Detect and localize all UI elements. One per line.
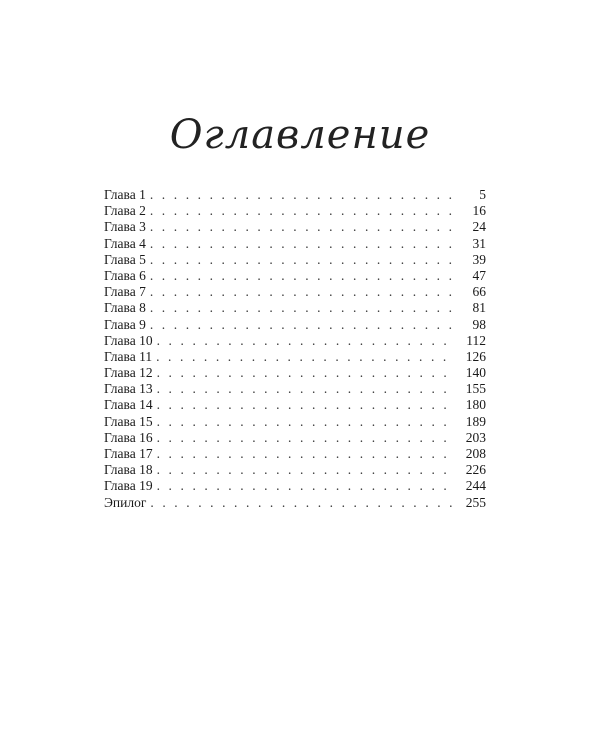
toc-dot-leader (157, 462, 454, 478)
toc-entry-page-number: 81 (472, 300, 486, 316)
toc-entry (104, 252, 486, 268)
toc-entry-label: Глава 1 (104, 187, 146, 202)
toc-entry (104, 397, 486, 413)
toc-dot-leader (157, 381, 454, 397)
toc-entry-page-number: 66 (472, 284, 486, 300)
toc-dot-leader (157, 446, 454, 462)
toc-entry (104, 333, 486, 349)
toc-entry-label: Эпилог (104, 494, 147, 510)
toc-entry-label: Глава 4 (104, 235, 146, 251)
toc-entry (104, 414, 486, 430)
toc-entry-page-number: 155 (465, 381, 486, 397)
toc-entry-page-number: 112 (466, 332, 486, 348)
toc-entry-label: Глава 12 (104, 365, 153, 381)
toc-entry-page-number: 24 (472, 219, 486, 235)
toc-dot-leader (157, 333, 454, 349)
toc-dot-leader (150, 284, 454, 300)
toc-entry-page-number: 180 (465, 397, 486, 413)
toc-entry-page-number: 98 (472, 316, 486, 332)
toc-entry-label: Глава 7 (104, 284, 146, 300)
toc-entry-page-number: 226 (465, 462, 486, 478)
toc-dot-leader (150, 495, 454, 511)
toc-entry (104, 203, 486, 219)
toc-entry-label: Глава 17 (104, 446, 153, 461)
toc-entry (104, 236, 486, 252)
toc-entry (104, 349, 486, 365)
toc-entry (104, 187, 486, 203)
toc-dot-leader (150, 317, 454, 333)
toc-entry-label: Глава 2 (104, 203, 146, 219)
page-title: Оглавление (169, 112, 431, 158)
toc-entry-label: Глава 15 (104, 413, 153, 429)
toc-entry-page-number: 47 (472, 267, 486, 283)
toc-entry-label: Глава 5 (104, 251, 146, 267)
toc-entry-label: Глава 3 (104, 219, 146, 235)
toc-entry (104, 317, 486, 333)
toc-dot-leader (157, 430, 454, 446)
toc-dot-leader (157, 478, 454, 494)
toc-entry (104, 446, 486, 462)
toc-entry (104, 495, 486, 511)
toc-entry-label: Глава 6 (104, 267, 146, 283)
toc-entry-page-number: 31 (472, 235, 486, 251)
toc-entry (104, 381, 486, 397)
toc-entry-label: Глава 19 (104, 478, 153, 494)
toc-entry-page-number: 203 (465, 429, 486, 445)
toc-entry (104, 478, 486, 494)
toc-dot-leader (150, 300, 454, 316)
toc-entry-label: Глава 8 (104, 300, 146, 316)
toc-entry (104, 284, 486, 300)
toc-entry-page-number: 5 (479, 187, 486, 202)
toc-dot-leader (157, 397, 454, 413)
toc-dot-leader (150, 219, 454, 235)
toc-dot-leader (150, 236, 454, 252)
toc-entry-label: Глава 13 (104, 381, 153, 397)
toc-dot-leader (156, 349, 454, 365)
toc-entry (104, 300, 486, 316)
toc-dot-leader (157, 365, 454, 381)
toc-entry-page-number: 208 (465, 446, 486, 461)
toc-entry-label: Глава 16 (104, 429, 153, 445)
toc-dot-leader (150, 187, 454, 203)
toc-entry-label: Глава 11 (104, 348, 153, 364)
toc-dot-leader (150, 268, 454, 284)
toc-entry (104, 365, 486, 381)
toc-dot-leader (150, 252, 454, 268)
toc-entry (104, 430, 486, 446)
toc-entry-page-number: 126 (465, 348, 486, 364)
toc-dot-leader (150, 203, 454, 219)
toc-entry (104, 462, 486, 478)
toc-entry-page-number: 39 (472, 251, 486, 267)
toc-entry-page-number: 189 (465, 413, 486, 429)
toc-entry-label: Глава 18 (104, 462, 153, 478)
toc-entry-page-number: 255 (465, 494, 486, 510)
toc-entry (104, 219, 486, 235)
toc-dot-leader (157, 414, 454, 430)
toc-entry-label: Глава 14 (104, 397, 153, 413)
toc-entry-page-number: 16 (472, 203, 486, 219)
toc-entry (104, 268, 486, 284)
toc-entry-label: Глава 9 (104, 316, 146, 332)
toc-entry-label: Глава 10 (104, 332, 153, 348)
toc-entry-page-number: 244 (465, 478, 486, 494)
table-of-contents (104, 187, 486, 511)
toc-entry-page-number: 140 (465, 365, 486, 381)
